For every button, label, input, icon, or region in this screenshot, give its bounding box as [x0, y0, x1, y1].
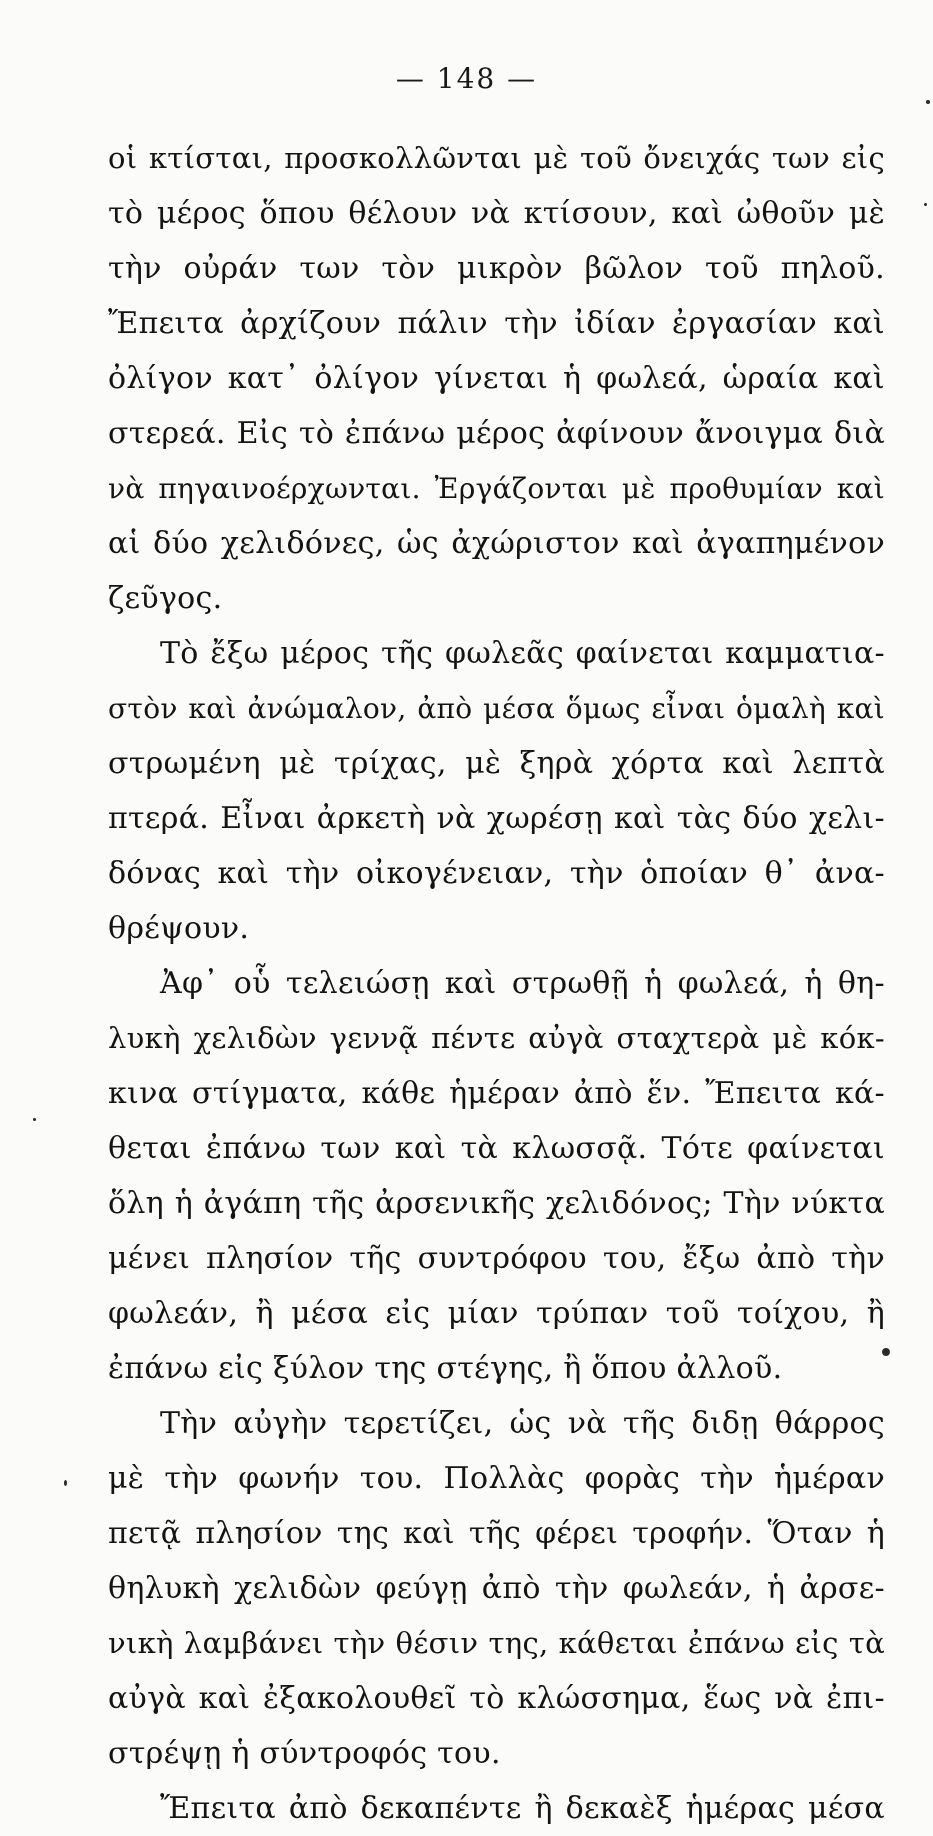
print-speck [882, 1348, 890, 1356]
print-speck [926, 100, 930, 104]
body-text [108, 131, 885, 1836]
text-line: κινα στίγματα, κάθε ἡμέραν ἀπὸ ἕν. Ἔπειτα κά- [108, 1076, 885, 1111]
text-line: νὰ πηγαινοέρχωνται. Ἐργάζονται μὲ προθυμίαν καὶ [108, 472, 885, 505]
text-line: στὸν καὶ ἀνώμαλον, ἀπὸ μέσα ὅμως εἶναι ὁμαλὴ καὶ [108, 692, 885, 725]
text-line: στερεά. Εἰς τὸ ἐπάνω μέρος ἀφίνουν ἄνοιγμα διὰ [108, 416, 885, 451]
text-line: μένει πλησίον τῆς συντρόφου του, ἔξω ἀπὸ τὴν [108, 1241, 885, 1276]
text-line: ὅλη ἡ ἀγάπη τῆς ἀρσενικῆς χελιδόνος; Τὴν νύκτα [108, 1186, 885, 1221]
text-line: θηλυκὴ χελιδὼν φεύγῃ ἀπὸ τὴν φωλεάν, ἡ ἀρσε- [108, 1571, 885, 1606]
text-line: τὴν οὐράν των τὸν μικρὸν βῶλον τοῦ πηλοῦ. [108, 251, 885, 286]
text-line: θρέψουν. [108, 911, 250, 946]
text-line: λυκὴ χελιδὼν γεννᾷ πέντε αὐγὰ σταχτερὰ μὲ κόκ- [108, 1021, 885, 1055]
text-line: ζεῦγος. [108, 581, 223, 616]
text-line: ἐπάνω εἰς ξύλον της στέγης, ἢ ὅπου ἀλλοῦ. [108, 1351, 783, 1386]
text-line: πτερά. Εἶναι ἀρκετὴ νὰ χωρέσῃ καὶ τὰς δύο χελι- [108, 801, 885, 836]
text-line: ὀλίγον κατ᾿ ὀλίγον γίνεται ἡ φωλεά, ὡραία καὶ [108, 361, 885, 396]
text-line: φωλεάν, ἢ μέσα εἰς μίαν τρύπαν τοῦ τοίχου, ἢ [108, 1296, 885, 1331]
text-line: οἱ κτίσται, προσκολλῶνται μὲ τοῦ ὄνειχάς των εἰς [108, 141, 885, 175]
text-line: αἱ δύο χελιδόνες, ὡς ἀχώριστον καὶ ἀγαπημένον [108, 526, 885, 561]
text-line: Ἔπειτα ἀρχίζουν πάλιν τὴν ἰδίαν ἐργασίαν καὶ [108, 306, 885, 341]
text-line: Ἔπειτα ἀπὸ δεκαπέντε ἢ δεκαὲξ ἡμέρας μέσα [160, 1791, 885, 1826]
text-line: δόνας καὶ τὴν οἰκογένειαν, τὴν ὁποίαν θ᾿ ἀνα- [108, 856, 885, 891]
print-speck [64, 1480, 67, 1486]
print-speck [33, 1118, 36, 1121]
text-line: μὲ τὴν φωνήν του. Πολλὰς φορὰς τὴν ἡμέραν [108, 1461, 885, 1496]
text-line: Τὸ ἔξω μέρος τῆς φωλεᾶς φαίνεται καμματια- [160, 636, 885, 671]
text-line: στρέψῃ ἡ σύντροφός του. [108, 1736, 501, 1771]
text-line: αὐγὰ καὶ ἐξακολουθεῖ τὸ κλώσσημα, ἕως νὰ ἐπι- [108, 1681, 885, 1716]
print-speck [924, 203, 927, 206]
text-line: νικὴ λαμβάνει τὴν θέσιν της, κάθεται ἐπάνω εἰς τὰ [108, 1626, 885, 1660]
text-line: τὸ μέρος ὅπου θέλουν νὰ κτίσουν, καὶ ὠθοῦν μὲ [108, 196, 885, 231]
page-number: — 148 — [395, 62, 538, 95]
text-line: θεται ἐπάνω των καὶ τὰ κλωσσᾷ. Τότε φαίνεται [108, 1131, 885, 1166]
text-line: στρωμένη μὲ τρίχας, μὲ ξηρὰ χόρτα καὶ λεπτὰ [108, 746, 885, 781]
text-line: πετᾷ πλησίον της καὶ τῆς φέρει τροφήν. Ὅταν ἡ [108, 1516, 885, 1551]
text-line: Τὴν αὐγὴν τερετίζει, ὡς νὰ τῆς διδῃ θάρρος [160, 1406, 885, 1441]
text-line: Ἀφ᾿ οὗ τελειώσῃ καὶ στρωθῇ ἡ φωλεά, ἡ θη- [160, 966, 885, 1001]
